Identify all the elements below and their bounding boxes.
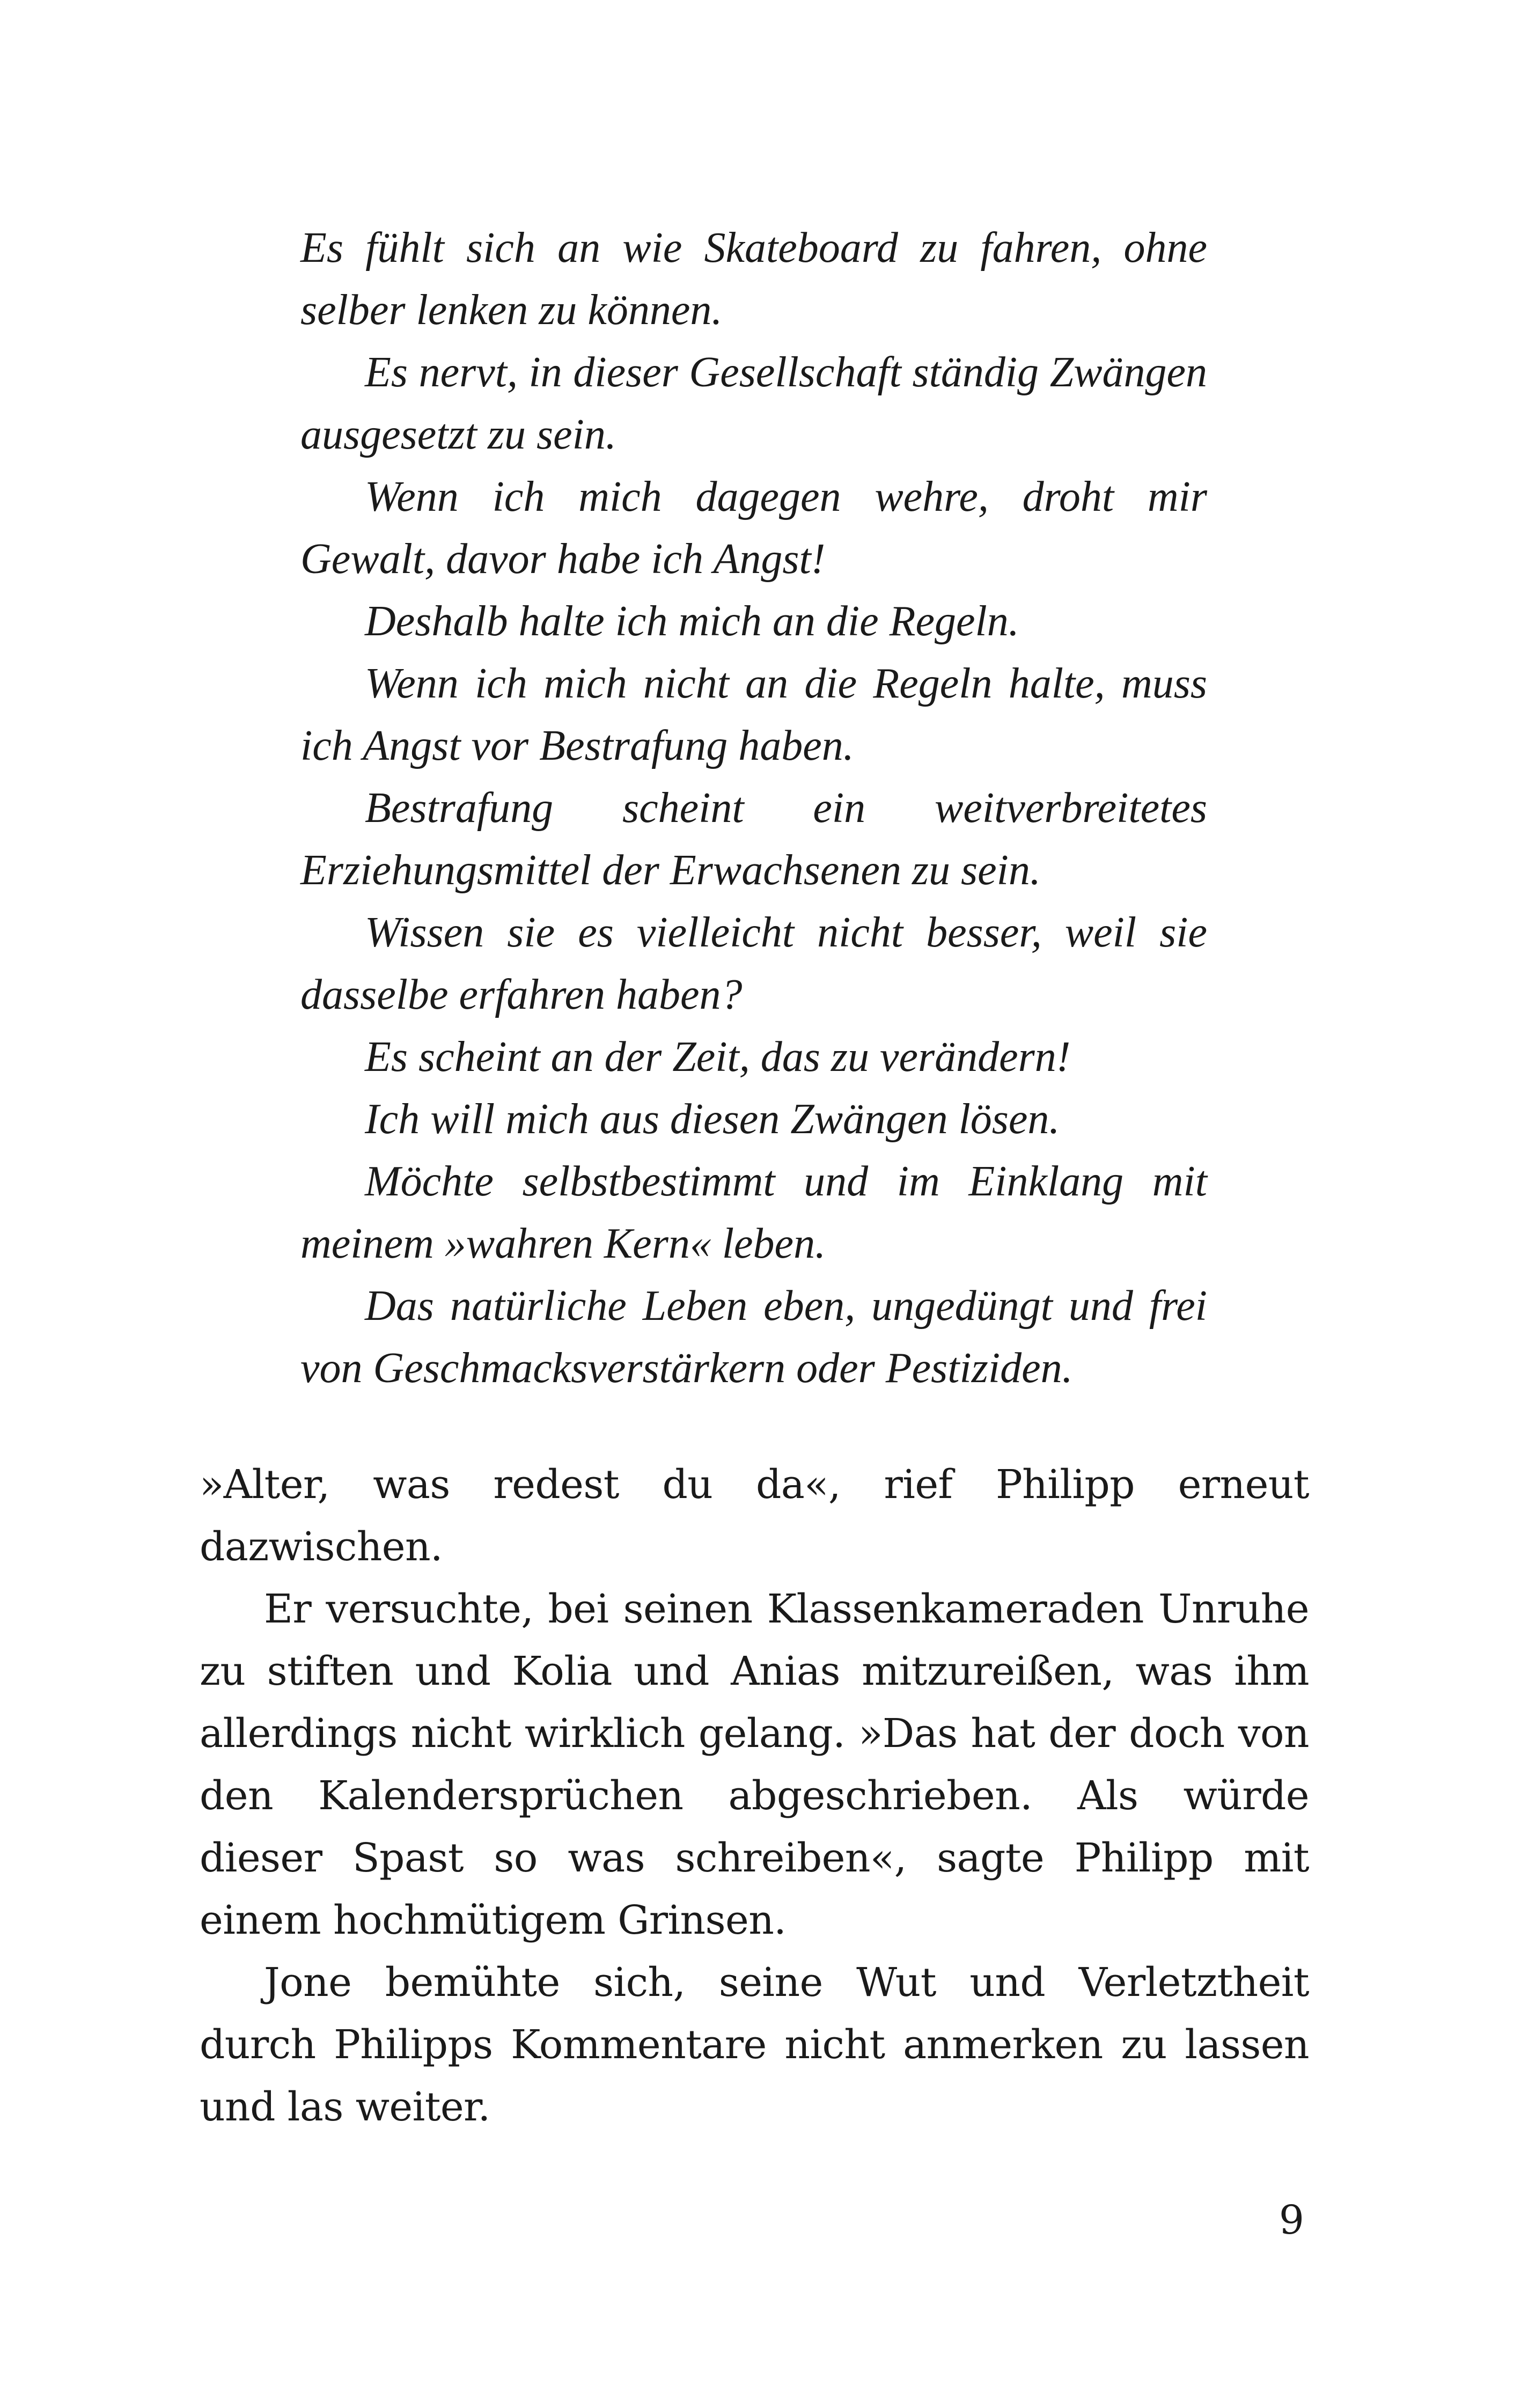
italic-poem-block (300, 217, 1207, 1399)
poem-stanza: Das natürliche Leben eben, ungedüngt und frei von Geschmacksverstärkern oder Pestiziden. (300, 1282, 1207, 1392)
poem-stanza: Es nervt, in dieser Gesellschaft ständig Zwängen ausgesetzt zu sein. (300, 349, 1207, 458)
poem-stanza: Es scheint an der Zeit, das zu verändern! (365, 1033, 1071, 1081)
page-number: 9 (1278, 2197, 1304, 2243)
prose-block (200, 1453, 1309, 2138)
poem-stanza: Wenn ich mich dagegen wehre, droht mir Gewalt, davor habe ich Angst! (300, 473, 1207, 583)
poem-stanza: Es fühlt sich an wie Skateboard zu fahren, ohne selber lenken zu können. (300, 224, 1207, 334)
poem-stanza: Wissen sie es vielleicht nicht besser, weil sie dasselbe erfahren haben? (300, 909, 1207, 1018)
prose-paragraph: Er versuchte, bei seinen Klassenkameraden Unruhe zu stiften und Kolia und Anias mitzureißen, was ihm allerdings nicht wirklich gelang. »Das hat der doch von den Kalendersprüchen abgeschrieben. Als würde dieser Spast so was schreiben«, sagte Philipp mit einem hochmütigem Grinsen. (200, 1586, 1309, 1943)
poem-stanza: Bestrafung scheint ein weitverbreitetes Erziehungsmittel der Erwachsenen zu sein. (300, 784, 1207, 894)
prose-paragraph: »Alter, was redest du da«, rief Philipp erneut dazwischen. (200, 1462, 1309, 1570)
poem-stanza: Wenn ich mich nicht an die Regeln halte, muss ich Angst vor Bestrafung haben. (300, 660, 1207, 769)
poem-stanza: Ich will mich aus diesen Zwängen lösen. (365, 1096, 1060, 1143)
poem-stanza: Deshalb halte ich mich an die Regeln. (365, 598, 1019, 645)
prose-paragraph: Jone bemühte sich, seine Wut und Verletztheit durch Philipps Kommentare nicht anmerken zu lassen und las weiter. (200, 1959, 1309, 2130)
poem-stanza: Möchte selbstbestimmt und im Einklang mit meinem »wahren Kern« leben. (300, 1158, 1207, 1267)
